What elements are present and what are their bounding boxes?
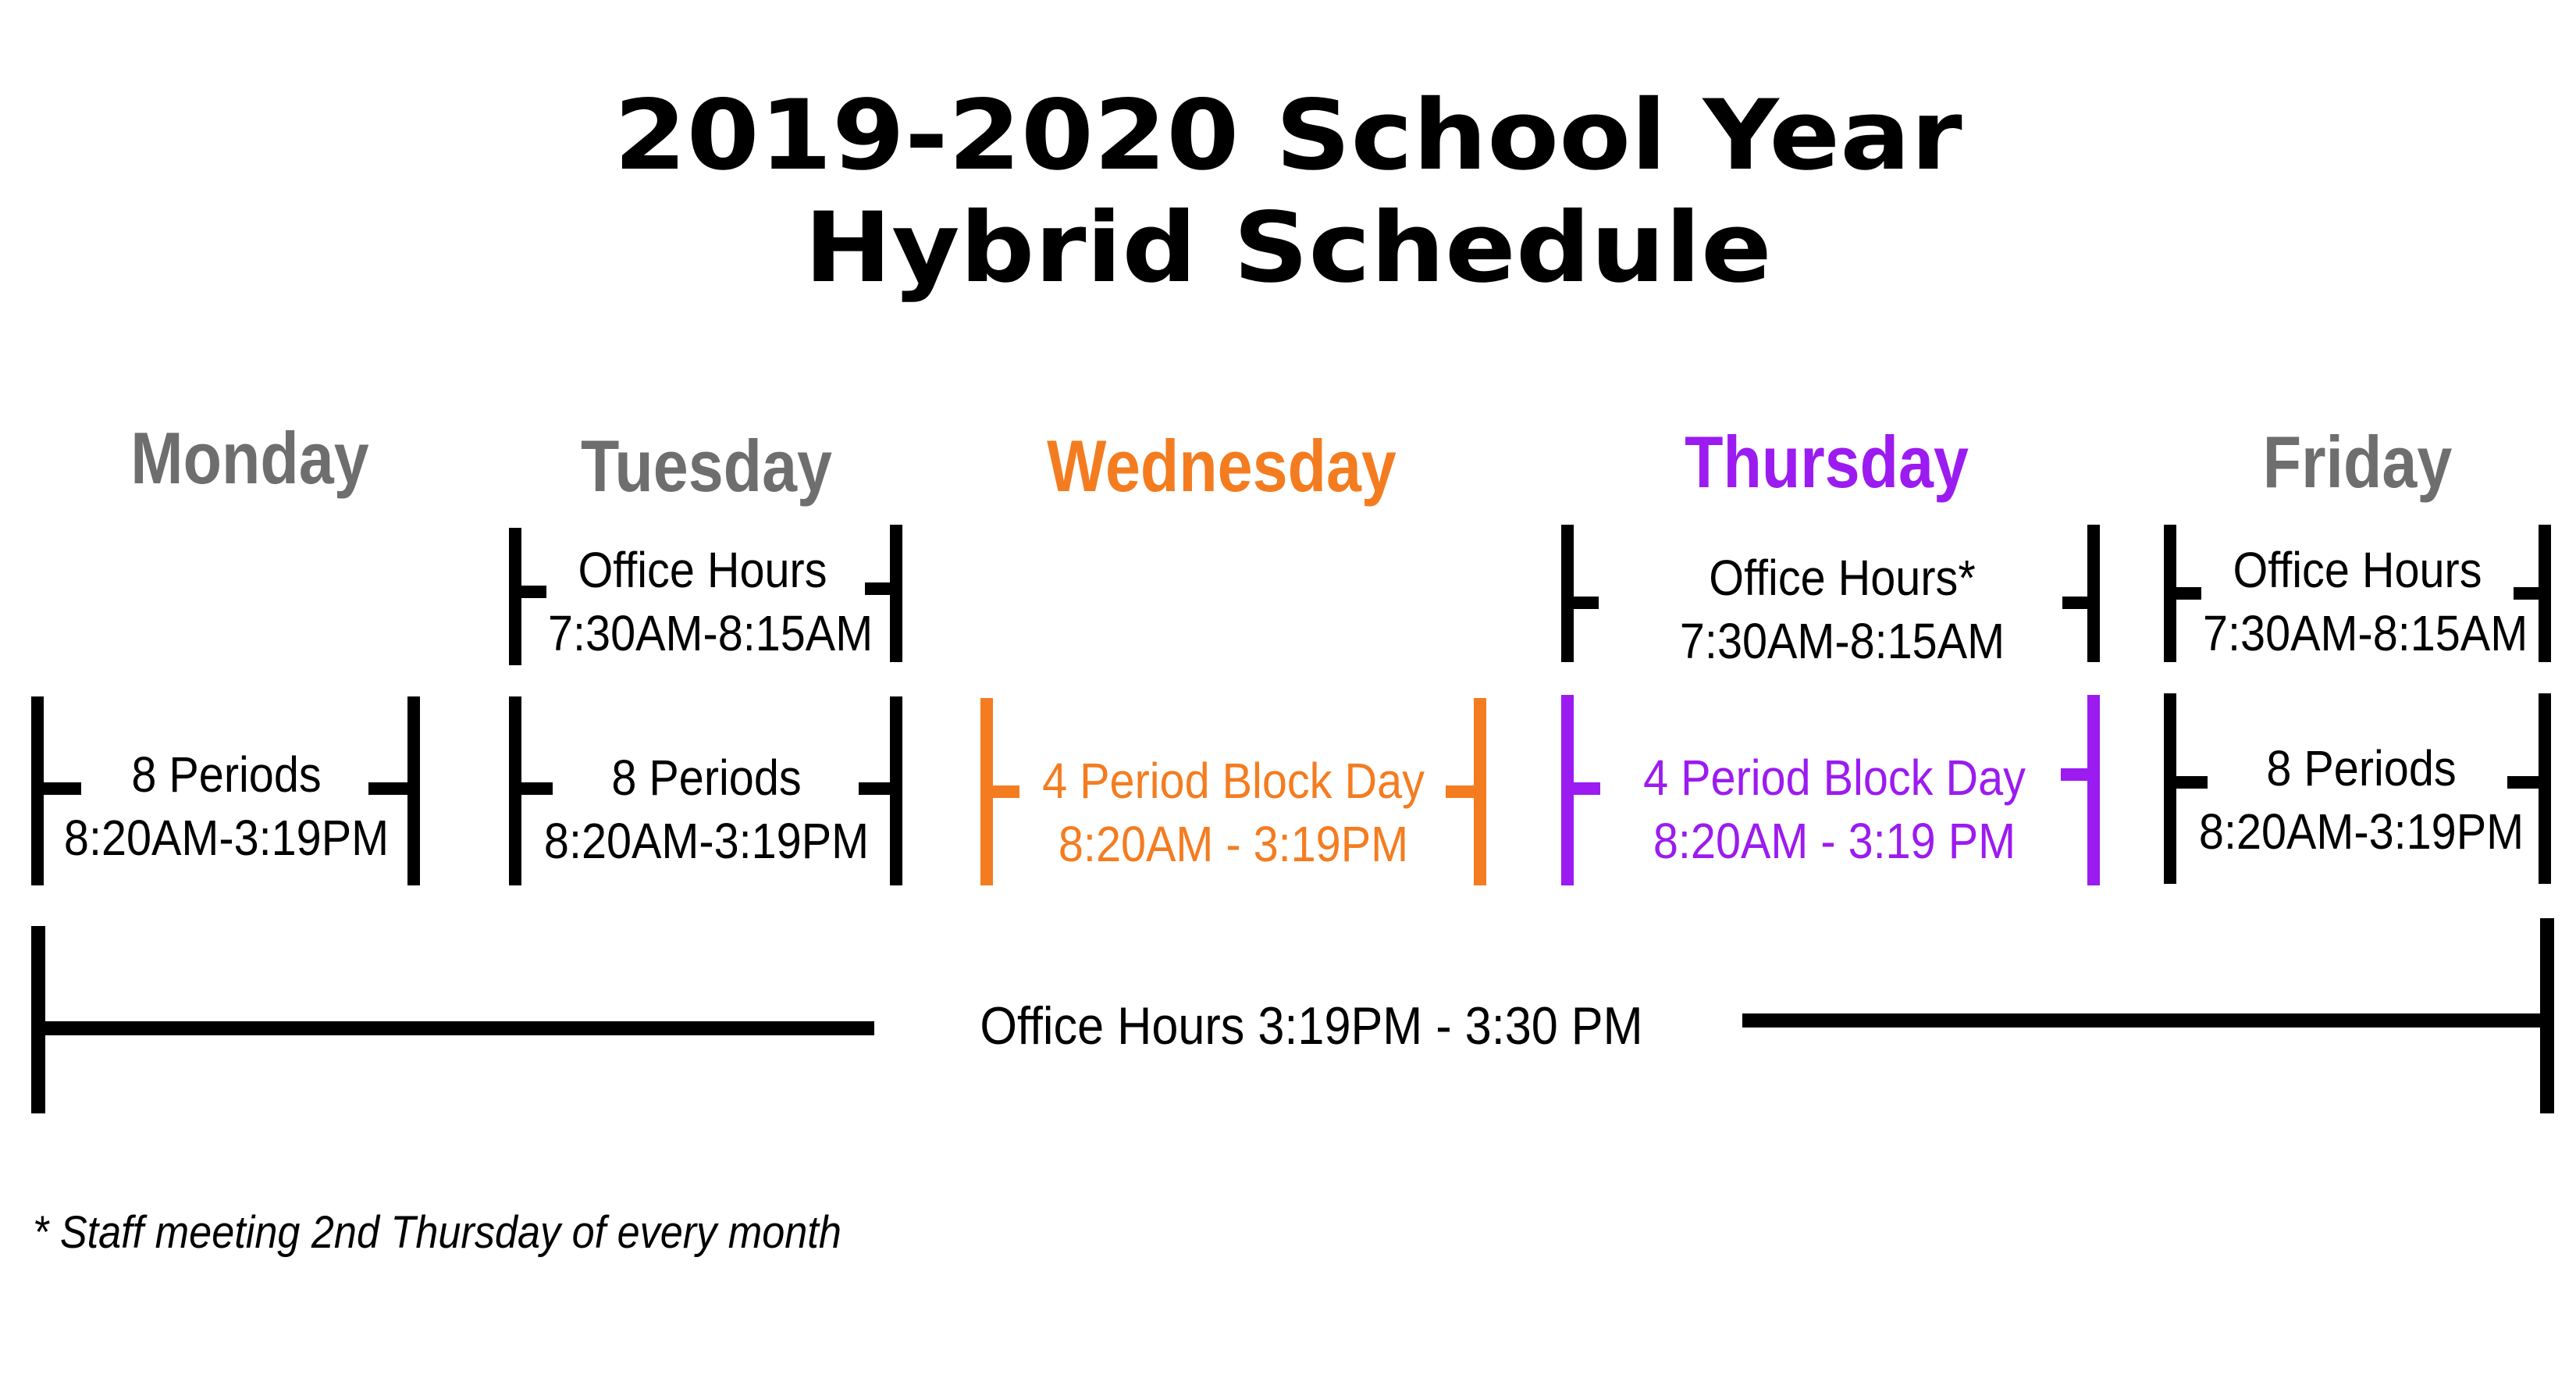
bracket-right-tick <box>2062 597 2100 609</box>
class-block-label: 8 Periods <box>611 750 802 806</box>
class-block-time: 8:20AM - 3:19PM <box>1058 815 1409 872</box>
afternoon-office-hours-label: Office Hours 3:19PM - 3:30 PM <box>980 996 1643 1056</box>
bracket-right-tick <box>2514 587 2551 600</box>
day-header-wednesday: Wednesday <box>1047 425 1397 507</box>
bracket-left-tick <box>2164 587 2201 600</box>
office-hours-time: 7:30AM-8:15AM <box>2203 604 2528 661</box>
office-hours-text <box>1631 547 2053 672</box>
class-block-text <box>1617 746 2052 872</box>
bracket-right-tick <box>865 582 902 595</box>
class-block-time: 8:20AM - 3:19 PM <box>1653 812 2016 869</box>
bracket-right-tick <box>2061 768 2100 781</box>
class-block-label: 8 Periods <box>2266 740 2457 796</box>
footnote: * Staff meeting 2nd Thursday of every month <box>33 1207 841 1258</box>
bracket-right <box>2087 525 2100 662</box>
bracket-left-tick <box>509 586 546 598</box>
office-hours-text <box>548 539 873 664</box>
office-hours-time: 7:30AM-8:15AM <box>1679 612 2005 669</box>
class-block-time: 8:20AM-3:19PM <box>543 812 870 869</box>
class-block-time: 8:20AM-3:19PM <box>2198 803 2524 860</box>
office-hours-label: Office Hours <box>578 542 827 598</box>
office-hours-time: 7:30AM-8:15AM <box>548 604 873 661</box>
title-line-1: 2019-2020 School Year <box>614 80 1962 192</box>
bracket-left-tick <box>1561 782 1600 795</box>
office-hours-label: Office Hours <box>2233 542 2482 598</box>
class-block-text <box>542 746 872 872</box>
bracket-left-tick <box>1561 597 1599 609</box>
day-header-monday: Monday <box>130 417 369 499</box>
day-header-thursday: Thursday <box>1685 421 1969 503</box>
bracket-left <box>2164 693 2176 884</box>
span-right-line <box>1742 1013 2554 1028</box>
bracket-right <box>2087 695 2100 885</box>
bracket-right-tick <box>1446 785 1485 798</box>
bracket-right <box>2539 693 2551 884</box>
office-hours-text <box>2203 539 2528 664</box>
bracket-left-tick <box>980 785 1019 798</box>
day-header-tuesday: Tuesday <box>581 425 832 507</box>
class-block-text <box>2197 737 2527 863</box>
office-hours-label: Office Hours* <box>1709 550 1976 606</box>
span-left-line <box>31 1021 874 1035</box>
span-left-end <box>31 926 45 1113</box>
bracket-left <box>1561 525 1574 662</box>
class-block-label: 8 Periods <box>131 746 322 803</box>
class-block-text <box>58 743 395 869</box>
title-line-2: Hybrid Schedule <box>804 192 1772 305</box>
class-block-time: 8:20AM-3:19PM <box>63 809 390 866</box>
class-block-text <box>1037 750 1430 875</box>
span-right-end <box>2540 918 2554 1113</box>
day-header-friday: Friday <box>2262 421 2453 503</box>
class-block-label: 4 Period Block Day <box>1643 750 2026 806</box>
class-block-label: 4 Period Block Day <box>1042 753 1425 809</box>
